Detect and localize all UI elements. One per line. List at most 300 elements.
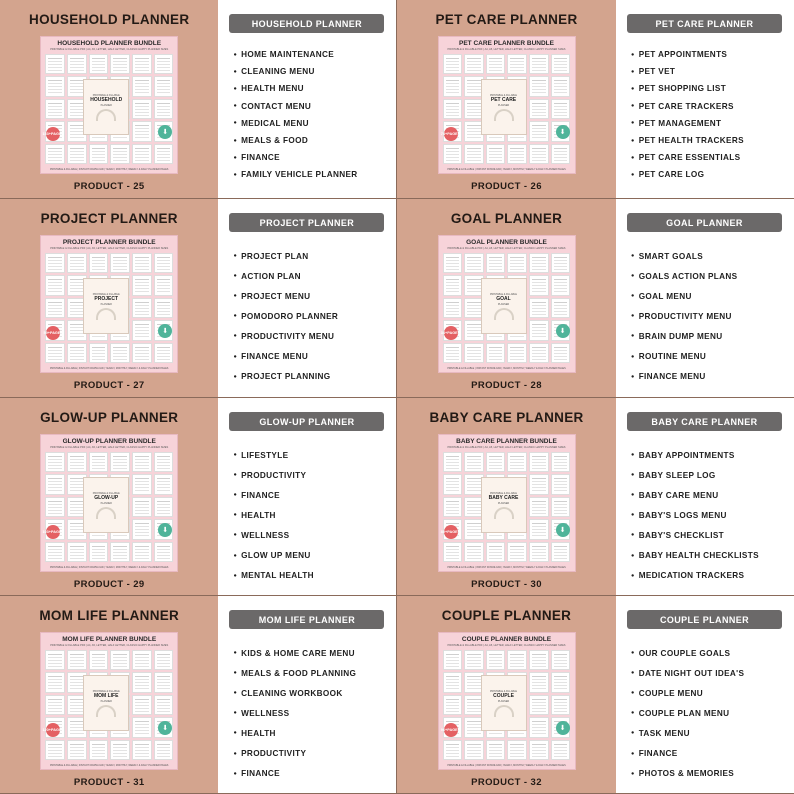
page-thumbnail [443, 253, 463, 273]
cover-planner-name: BABY CARE [488, 494, 519, 501]
page-thumbnail [464, 542, 484, 562]
feature-list [229, 46, 396, 184]
cover-caption: PRINTABLE & FILLABLE [490, 689, 517, 693]
bundle-mockup-image[interactable] [438, 632, 576, 770]
feature-list-panel [218, 199, 396, 397]
page-thumbnail [551, 672, 571, 692]
page-count-unit: PAGES [51, 530, 65, 534]
page-thumbnail [529, 717, 549, 737]
page-count-badge [440, 525, 461, 539]
feature-list-header: COUPLE PLANNER [627, 610, 782, 629]
page-thumbnail [529, 144, 549, 164]
planner-cover [83, 278, 129, 334]
feature-list-item: ● ROUTINE MENU [631, 346, 794, 366]
mockup-subtitle: PRINTABLE & FILLABLE PDF | A4, A5, LETTER, HALF LETTER, CLASSIC HAPPY PLANNER SIZES [50, 446, 169, 449]
feature-list [229, 643, 396, 784]
page-thumbnail [443, 650, 463, 670]
feature-list [627, 445, 794, 586]
mockup-bundle-title: PET CARE PLANNER BUNDLE [459, 40, 554, 47]
page-thumbnail [464, 650, 484, 670]
page-count: 80+ [440, 530, 448, 534]
page-thumbnail [443, 452, 463, 472]
product-number: PRODUCT - 28 [471, 380, 542, 391]
mockup-bundle-title: BABY CARE PLANNER BUNDLE [456, 438, 557, 445]
product-number: PRODUCT - 26 [471, 181, 542, 192]
page-thumbnail [67, 144, 87, 164]
cover-planner-name: GLOW-UP [94, 494, 119, 501]
page-thumbnail [154, 76, 174, 96]
product-card [397, 0, 794, 199]
bundle-mockup-image[interactable] [40, 235, 178, 373]
feature-list-item: ● WELLNESS [233, 525, 396, 545]
product-card [397, 199, 794, 398]
feature-list-item: ● MEALS & FOOD [233, 132, 396, 149]
feature-list-item: ● HEALTH [233, 505, 396, 525]
page-thumbnail [551, 497, 571, 517]
page-thumbnail [529, 474, 549, 494]
page-thumbnail [45, 542, 65, 562]
page-thumbnail [45, 452, 65, 472]
feature-list-item: ● COUPLE PLAN MENU [631, 703, 794, 723]
product-title: BABY CARE PLANNER [429, 410, 584, 425]
page-thumbnail [45, 253, 65, 273]
page-thumbnail [486, 253, 506, 273]
page-thumbnail [132, 695, 152, 715]
feature-list-item: ● TASK MENU [631, 723, 794, 743]
feature-list-item: ● GOALS ACTION PLANS [631, 266, 794, 286]
mockup-footer: PRINTABLE & FILLABLE | INSTANT DOWNLOAD | YEARLY, MONTHLY, WEEKLY & DAILY PLANNER PAGES [447, 566, 566, 569]
page-count-unit: PAGES [49, 331, 63, 335]
page-thumbnail [67, 54, 87, 74]
cover-caption: PRINTABLE & FILLABLE [92, 689, 120, 693]
page-thumbnail [45, 298, 65, 318]
page-thumbnail [45, 474, 65, 494]
mockup-bundle-title: HOUSEHOLD PLANNER BUNDLE [57, 40, 162, 47]
page-count-unit: PAGES [51, 132, 65, 136]
mockup-footer: PRINTABLE & FILLABLE | INSTANT DOWNLOAD | YEARLY, MONTHLY, WEEKLY & DAILY PLANNER PAGES [50, 566, 169, 569]
bundle-mockup-image[interactable] [438, 235, 576, 373]
mockup-footer: PRINTABLE & FILLABLE | INSTANT DOWNLOAD | YEARLY, MONTHLY, WEEKLY & DAILY PLANNER PAGES [50, 764, 169, 767]
page-thumbnail [67, 343, 87, 363]
page-thumbnail [89, 452, 109, 472]
product-number: PRODUCT - 29 [73, 579, 145, 590]
feature-list-panel [616, 596, 794, 793]
page-thumbnail [507, 740, 527, 760]
cover-planner-name: PROJECT [94, 295, 119, 302]
feature-list-item: ● HEALTH [233, 723, 396, 743]
feature-list-item: ● PET HEALTH TRACKERS [631, 132, 794, 149]
feature-list-item: ● ACTION PLAN [233, 266, 396, 286]
rainbow-arch-icon [96, 109, 116, 121]
planner-cover [83, 79, 129, 135]
cover-planner-name: GOAL [496, 295, 511, 302]
page-count-unit: PAGES [447, 728, 461, 732]
feature-list-panel [218, 0, 396, 198]
page-thumbnail [154, 497, 174, 517]
feature-list-item: ● CLEANING MENU [233, 63, 396, 80]
mockup-subtitle: PRINTABLE & FILLABLE PDF | A4, A5, LETTER, HALF LETTER, CLASSIC HAPPY PLANNER SIZES [447, 247, 566, 250]
rainbow-arch-icon [96, 308, 116, 320]
product-number: PRODUCT - 25 [73, 181, 145, 192]
feature-list-item: ● PRODUCTIVITY [233, 743, 396, 763]
page-thumbnail [443, 542, 463, 562]
page-thumbnail [529, 54, 549, 74]
bundle-mockup-image[interactable] [40, 434, 178, 572]
cover-planner-name: COUPLE [493, 692, 514, 699]
page-thumbnail [551, 452, 571, 472]
feature-list [627, 246, 794, 387]
page-thumbnail [551, 253, 571, 273]
mockup-bundle-title: MOM LIFE PLANNER BUNDLE [62, 636, 157, 643]
mockup-bundle-title: GLOW-UP PLANNER BUNDLE [62, 438, 156, 445]
feature-list-item: ● MENTAL HEALTH [233, 566, 396, 586]
page-thumbnail [110, 542, 130, 562]
cover-caption: PRINTABLE & FILLABLE [490, 93, 517, 97]
cover-planner-name: MOM LIFE [93, 692, 119, 699]
mockup-subtitle: PRINTABLE & FILLABLE PDF | A4, A5, LETTER, HALF LETTER, CLASSIC HAPPY PLANNER SIZES [447, 48, 566, 51]
feature-list [229, 246, 396, 387]
cover-planner-label: PLANNER [100, 103, 112, 107]
page-thumbnail [486, 144, 506, 164]
page-count-badge [440, 127, 461, 141]
page-thumbnail [551, 275, 571, 295]
feature-list-item: ● PRODUCTIVITY [233, 465, 396, 485]
mockup-subtitle: PRINTABLE & FILLABLE PDF | A4, A5, LETTER, HALF LETTER, CLASSIC HAPPY PLANNER SIZES [50, 247, 169, 250]
page-thumbnail [507, 542, 527, 562]
cover-caption: PRINTABLE & FILLABLE [490, 491, 517, 495]
page-thumbnail [154, 298, 174, 318]
feature-list-item: ● FINANCE [233, 764, 396, 784]
page-thumbnail [464, 343, 484, 363]
cover-planner-label: PLANNER [497, 699, 510, 703]
feature-list-item: ● POMODORO PLANNER [233, 306, 396, 326]
page-count: 153+ [42, 132, 51, 136]
feature-list-item: ● SMART GOALS [631, 246, 794, 266]
download-icon: ⬇ [556, 721, 570, 735]
feature-list-item: ● PET CARE LOG [631, 166, 794, 183]
page-thumbnail [132, 343, 152, 363]
page-thumbnail [45, 672, 65, 692]
page-thumbnail [551, 740, 571, 760]
product-title: COUPLE PLANNER [441, 608, 572, 623]
cover-planner-label: PLANNER [100, 699, 112, 703]
page-thumbnail [89, 253, 109, 273]
page-thumbnail [154, 144, 174, 164]
feature-list-item: ● COUPLE MENU [631, 683, 794, 703]
page-thumbnail [551, 650, 571, 670]
mockup-footer: PRINTABLE & FILLABLE | INSTANT DOWNLOAD | YEARLY, MONTHLY, WEEKLY & DAILY PLANNER PAGES [50, 367, 169, 370]
mockup-footer: PRINTABLE & FILLABLE | INSTANT DOWNLOAD | YEARLY, MONTHLY, WEEKLY & DAILY PLANNER PAGES [447, 168, 566, 171]
product-title: PROJECT PLANNER [40, 211, 178, 226]
rainbow-arch-icon [96, 705, 116, 717]
rainbow-arch-icon [494, 507, 514, 519]
feature-list-header: PET CARE PLANNER [627, 14, 782, 33]
cover-caption: PRINTABLE & FILLABLE [92, 93, 120, 97]
mockup-bundle-title: GOAL PLANNER BUNDLE [466, 239, 547, 246]
feature-list-item: ● MEDICAL MENU [233, 115, 396, 132]
product-preview-panel [397, 398, 616, 595]
page-thumbnail [464, 144, 484, 164]
page-thumbnail [132, 121, 152, 141]
product-preview-panel [0, 199, 218, 397]
mockup-subtitle: PRINTABLE & FILLABLE PDF | A4, A5, LETTER, HALF LETTER, CLASSIC HAPPY PLANNER SIZES [447, 446, 566, 449]
feature-list-item: ● PROJECT MENU [233, 286, 396, 306]
page-thumbnail [443, 474, 463, 494]
mockup-subtitle: PRINTABLE & FILLABLE PDF | A4, A5, LETTER, HALF LETTER, CLASSIC HAPPY PLANNER SIZES [447, 644, 566, 647]
page-thumbnail [67, 650, 87, 670]
page-thumbnail [132, 672, 152, 692]
product-card [397, 398, 794, 596]
feature-list-item: ● PET VET [631, 63, 794, 80]
product-number: PRODUCT - 27 [73, 380, 145, 391]
page-thumbnail [486, 452, 506, 472]
feature-list-header: BABY CARE PLANNER [627, 412, 782, 431]
cover-caption: PRINTABLE & FILLABLE [92, 292, 120, 296]
planner-cover [83, 477, 129, 533]
page-thumbnail [443, 99, 463, 119]
feature-list-item: ● PRODUCTIVITY MENU [631, 306, 794, 326]
page-thumbnail [154, 452, 174, 472]
page-count: 96+ [440, 728, 448, 732]
feature-list-header: GLOW-UP PLANNER [229, 412, 384, 431]
page-thumbnail [45, 275, 65, 295]
product-number: PRODUCT - 32 [471, 777, 542, 788]
rainbow-arch-icon [96, 507, 116, 519]
page-count-unit: PAGES [447, 132, 461, 136]
page-thumbnail [67, 452, 87, 472]
planner-cover [481, 477, 527, 533]
mockup-footer: PRINTABLE & FILLABLE | INSTANT DOWNLOAD | YEARLY, MONTHLY, WEEKLY & DAILY PLANNER PAGES [447, 367, 566, 370]
feature-list-header: PROJECT PLANNER [229, 213, 384, 232]
page-thumbnail [443, 144, 463, 164]
cover-planner-label: PLANNER [497, 103, 510, 107]
page-thumbnail [529, 519, 549, 539]
page-thumbnail [132, 76, 152, 96]
mockup-footer: PRINTABLE & FILLABLE | INSTANT DOWNLOAD | YEARLY, MONTHLY, WEEKLY & DAILY PLANNER PAGES [447, 764, 566, 767]
product-number: PRODUCT - 31 [73, 777, 145, 788]
page-thumbnail [486, 740, 506, 760]
product-card [397, 596, 794, 794]
feature-list-item: ● FINANCE [233, 485, 396, 505]
rainbow-arch-icon [494, 308, 514, 320]
feature-list-item: ● KIDS & HOME CARE MENU [233, 643, 396, 663]
feature-list-item: ● FAMILY VEHICLE PLANNER [233, 166, 396, 183]
page-thumbnail [529, 740, 549, 760]
feature-list [229, 445, 396, 586]
product-card [0, 596, 397, 794]
cover-planner-label: PLANNER [100, 302, 112, 306]
page-thumbnail [529, 452, 549, 472]
page-thumbnail [551, 144, 571, 164]
mockup-footer: PRINTABLE & FILLABLE | INSTANT DOWNLOAD | YEARLY, MONTHLY, WEEKLY & DAILY PLANNER PAGES [50, 168, 169, 171]
page-thumbnail [45, 650, 65, 670]
feature-list-header: HOUSEHOLD PLANNER [229, 14, 384, 33]
page-thumbnail [154, 542, 174, 562]
page-thumbnail [443, 54, 463, 74]
page-thumbnail [89, 650, 109, 670]
cover-caption: PRINTABLE & FILLABLE [92, 491, 120, 495]
bundle-mockup-image[interactable] [438, 434, 576, 572]
feature-list [627, 46, 794, 184]
page-thumbnail [529, 76, 549, 96]
product-title: HOUSEHOLD PLANNER [29, 12, 190, 27]
cover-planner-name: HOUSEHOLD [90, 96, 123, 103]
page-thumbnail [529, 298, 549, 318]
page-thumbnail [551, 99, 571, 119]
download-icon: ⬇ [556, 523, 570, 537]
page-thumbnail [443, 497, 463, 517]
bundle-mockup-image[interactable] [438, 36, 576, 174]
page-thumbnail [154, 695, 174, 715]
page-thumbnail [132, 99, 152, 119]
page-thumbnail [551, 542, 571, 562]
page-thumbnail [154, 343, 174, 363]
page-thumbnail [132, 320, 152, 340]
page-thumbnail [529, 99, 549, 119]
page-thumbnail [67, 542, 87, 562]
mockup-subtitle: PRINTABLE & FILLABLE PDF | A4, A5, LETTER, HALF LETTER, CLASSIC HAPPY PLANNER SIZES [50, 48, 169, 51]
page-thumbnail [507, 452, 527, 472]
page-thumbnail [464, 452, 484, 472]
feature-list-item: ● BABY'S LOGS MENU [631, 505, 794, 525]
page-thumbnail [110, 54, 130, 74]
feature-list-item: ● PET SHOPPING LIST [631, 80, 794, 97]
product-preview-panel [397, 0, 616, 198]
product-title: GOAL PLANNER [450, 211, 563, 226]
page-count: 74+ [440, 132, 448, 136]
feature-list-item: ● DATE NIGHT OUT IDEA'S [631, 663, 794, 683]
feature-list-item: ● FINANCE [233, 149, 396, 166]
page-thumbnail [529, 695, 549, 715]
download-icon: ⬇ [158, 125, 172, 139]
page-thumbnail [486, 343, 506, 363]
page-thumbnail [132, 740, 152, 760]
bundle-mockup-image[interactable] [40, 632, 178, 770]
feature-list-item: ● PET APPOINTMENTS [631, 46, 794, 63]
page-thumbnail [464, 253, 484, 273]
page-thumbnail [45, 695, 65, 715]
feature-list-item: ● BRAIN DUMP MENU [631, 326, 794, 346]
product-number: PRODUCT - 30 [471, 579, 542, 590]
feature-list-item: ● BABY APPOINTMENTS [631, 445, 794, 465]
feature-list-panel [218, 398, 396, 595]
feature-list-header: MOM LIFE PLANNER [229, 610, 384, 629]
page-thumbnail [529, 320, 549, 340]
planner-cover [481, 675, 527, 731]
page-thumbnail [507, 343, 527, 363]
feature-list-item: ● GOAL MENU [631, 286, 794, 306]
page-thumbnail [507, 253, 527, 273]
page-thumbnail [45, 144, 65, 164]
page-thumbnail [464, 740, 484, 760]
bundle-mockup-image[interactable] [40, 36, 178, 174]
rainbow-arch-icon [494, 705, 514, 717]
page-thumbnail [154, 54, 174, 74]
feature-list-item: ● PROJECT PLANNING [233, 367, 396, 387]
feature-list-item: ● HEALTH MENU [233, 80, 396, 97]
page-thumbnail [443, 672, 463, 692]
feature-list-item: ● CLEANING WORKBOOK [233, 683, 396, 703]
page-thumbnail [507, 650, 527, 670]
page-thumbnail [551, 474, 571, 494]
page-thumbnail [443, 298, 463, 318]
feature-list-item: ● FINANCE [631, 743, 794, 763]
page-thumbnail [45, 99, 65, 119]
page-thumbnail [89, 542, 109, 562]
rainbow-arch-icon [494, 109, 514, 121]
feature-list-header: GOAL PLANNER [627, 213, 782, 232]
page-thumbnail [110, 144, 130, 164]
product-preview-panel [397, 199, 616, 397]
feature-list-item: ● LIFESTYLE [233, 445, 396, 465]
feature-list-item: ● FINANCE MENU [233, 346, 396, 366]
page-count: 34+ [440, 331, 448, 335]
page-thumbnail [45, 740, 65, 760]
page-count-unit: PAGES [51, 728, 65, 732]
page-thumbnail [529, 253, 549, 273]
page-thumbnail [45, 343, 65, 363]
page-thumbnail [89, 343, 109, 363]
feature-list-item: ● MEDICATION TRACKERS [631, 566, 794, 586]
planner-cover [481, 278, 527, 334]
download-icon: ⬇ [556, 324, 570, 338]
page-thumbnail [132, 650, 152, 670]
page-thumbnail [110, 452, 130, 472]
page-thumbnail [486, 542, 506, 562]
page-thumbnail [132, 452, 152, 472]
product-preview-panel [0, 0, 218, 198]
page-thumbnail [154, 253, 174, 273]
page-thumbnail [551, 54, 571, 74]
feature-list-item: ● MEALS & FOOD PLANNING [233, 663, 396, 683]
feature-list [627, 643, 794, 784]
mockup-bundle-title: PROJECT PLANNER BUNDLE [62, 239, 156, 246]
page-thumbnail [529, 650, 549, 670]
product-title: MOM LIFE PLANNER [39, 608, 180, 623]
feature-list-item: ● GLOW UP MENU [233, 545, 396, 565]
feature-list-item: ● BABY'S CHECKLIST [631, 525, 794, 545]
product-preview-panel [397, 596, 616, 793]
download-icon: ⬇ [158, 324, 172, 338]
feature-list-item: ● PET CARE TRACKERS [631, 98, 794, 115]
page-thumbnail [529, 497, 549, 517]
page-thumbnail [529, 121, 549, 141]
page-thumbnail [45, 497, 65, 517]
feature-list-item: ● PET CARE ESSENTIALS [631, 149, 794, 166]
page-thumbnail [132, 542, 152, 562]
product-card [0, 398, 397, 596]
page-thumbnail [486, 54, 506, 74]
product-preview-panel [0, 398, 218, 595]
feature-list-item: ● BABY SLEEP LOG [631, 465, 794, 485]
page-thumbnail [529, 542, 549, 562]
product-card [0, 199, 397, 398]
feature-list-panel [616, 199, 794, 397]
feature-list-panel [218, 596, 396, 793]
cover-planner-label: PLANNER [497, 302, 510, 306]
product-preview-panel [0, 596, 218, 793]
feature-list-panel [616, 0, 794, 198]
page-thumbnail [132, 298, 152, 318]
page-thumbnail [67, 740, 87, 760]
page-thumbnail [464, 54, 484, 74]
page-thumbnail [154, 650, 174, 670]
page-thumbnail [551, 343, 571, 363]
feature-list-item: ● HOME MAINTENANCE [233, 46, 396, 63]
page-thumbnail [507, 144, 527, 164]
page-thumbnail [132, 144, 152, 164]
page-thumbnail [551, 695, 571, 715]
